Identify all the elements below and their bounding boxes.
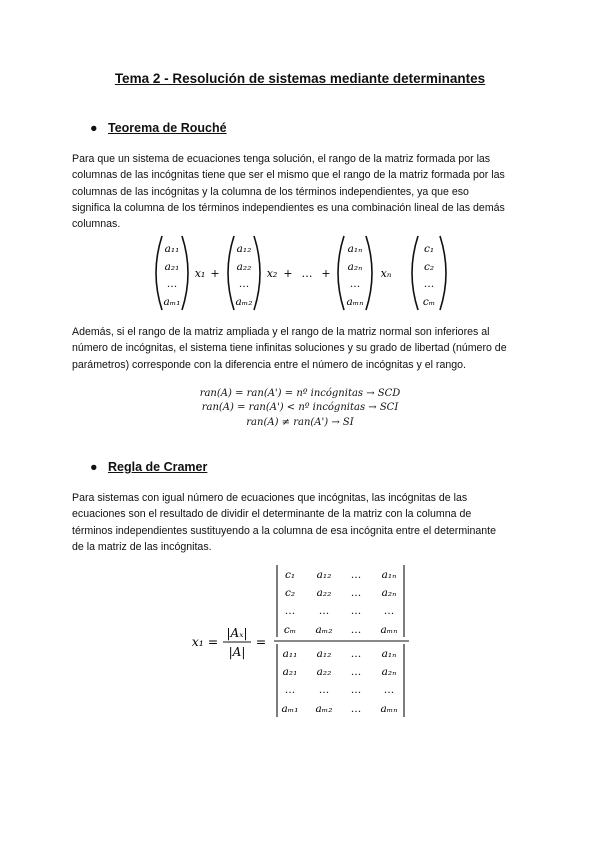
bullet-icon: ● (90, 121, 98, 135)
rouche-paragraph-2 (72, 324, 532, 373)
text-line: columnas. (72, 218, 121, 231)
fraction-numerator: |Aₓ| (226, 626, 248, 640)
svg-text:…: … (350, 587, 362, 599)
svg-text:…: … (318, 605, 330, 617)
variable-label: x₁ (194, 267, 206, 280)
denominator-row (283, 666, 397, 678)
svg-text:…: … (350, 684, 362, 696)
svg-text:a₂₁: a₂₁ (282, 666, 298, 678)
rouche-paragraph-1 (72, 151, 532, 232)
svg-text:…: … (350, 648, 362, 660)
matrix-entry: a₂₂ (236, 261, 252, 273)
svg-text:a₂ₙ: a₂ₙ (381, 666, 397, 678)
matrix-column-2 (228, 236, 277, 310)
text-line: columnas de las incógnitas tiene que ser el mismo que el rango de la matriz formada por las (72, 169, 505, 182)
condition-si: ran(A) ≠ ran(A') → SI (246, 417, 354, 428)
matrix-entry: a₁₁ (164, 243, 180, 255)
svg-text:a₂₂: a₂₂ (316, 587, 332, 599)
condition-sci: ran(A) = ran(A') < nº incógnitas → SCI (201, 402, 399, 413)
matrix-entry: aₘ₂ (235, 296, 253, 308)
matrix-column-1 (156, 236, 205, 310)
text-line: de la matriz de las incógnitas. (72, 540, 212, 553)
svg-text:a₁ₙ: a₁ₙ (381, 569, 397, 581)
matrix-entry: … (349, 278, 361, 290)
svg-text:aₘ₁: aₘ₁ (281, 703, 299, 715)
variable-label: x₂ (266, 267, 278, 280)
svg-text:c₂: c₂ (284, 587, 296, 599)
svg-text:a₁₂: a₁₂ (316, 648, 332, 660)
cramer-lhs: x₁ = (191, 634, 219, 649)
section-heading-text: Regla de Cramer (108, 460, 208, 474)
text-line: columnas de las incógnitas y la columna de los términos independientes, ya que eso (72, 185, 469, 198)
numerator-row (284, 624, 398, 636)
matrix-entry: cₘ (422, 296, 436, 308)
svg-text:aₘₙ: aₘₙ (380, 703, 398, 715)
text-line: términos independientes sustituyendo a la columna de esa incógnita entre el determinante (72, 524, 497, 537)
equals-sign: = (255, 634, 267, 649)
svg-text:…: … (318, 684, 330, 696)
text-line: número de incógnitas, el sistema tiene infinitas soluciones y su grado de libertad (número de (72, 342, 507, 355)
bullet-icon: ● (90, 460, 98, 474)
matrix-rhs (412, 236, 446, 310)
denominator-row (282, 703, 398, 715)
svg-text:…: … (350, 605, 362, 617)
matrix-entry: aₘ₁ (163, 296, 181, 308)
cramer-formula (0, 560, 600, 722)
rouche-matrix-formula (0, 232, 600, 314)
svg-text:…: … (383, 605, 395, 617)
svg-text:a₁ₙ: a₁ₙ (381, 648, 397, 660)
plus-sign: + (283, 267, 293, 280)
svg-text:…: … (350, 624, 362, 636)
svg-text:…: … (350, 703, 362, 715)
cramer-paragraph (72, 490, 532, 555)
variable-label: xₙ (380, 267, 392, 280)
svg-text:a₂ₙ: a₂ₙ (381, 587, 397, 599)
denominator-row (285, 684, 395, 696)
matrix-entry: a₂ₙ (347, 261, 363, 273)
numerator-row (285, 587, 396, 599)
page-title: Tema 2 - Resolución de sistemas mediante determinantes (114, 71, 486, 86)
denominator-row (283, 648, 397, 660)
svg-text:…: … (350, 569, 362, 581)
fraction-denominator: |A| (228, 645, 246, 659)
matrix-entry: aₘₙ (346, 296, 364, 308)
numerator-row (285, 569, 396, 581)
svg-text:aₘₙ: aₘₙ (380, 624, 398, 636)
section-heading-text: Teorema de Rouché (108, 121, 227, 135)
text-line: Además, si el rango de la matriz ampliada y el rango de la matriz normal son inferiores al (72, 326, 490, 338)
numerator-row (285, 605, 395, 617)
svg-text:a₂₂: a₂₂ (316, 666, 332, 678)
text-line: Para que un sistema de ecuaciones tenga solución, el rango de la matriz formada por las (72, 153, 491, 165)
svg-text:cₘ: cₘ (283, 624, 297, 636)
condition-scd: ran(A) = ran(A') = nº incógnitas → SCD (199, 388, 401, 399)
text-line: parámetros) corresponde con la diferencia entre el número de incógnitas y el rango. (72, 358, 466, 371)
matrix-entry: … (166, 278, 178, 290)
text-line: ecuaciones son el resultado de dividir el determinante de la matriz con la columna de (72, 508, 472, 521)
matrix-column-n (338, 236, 391, 310)
ellipsis: … (301, 267, 313, 280)
svg-text:…: … (350, 666, 362, 678)
svg-text:aₘ₂: aₘ₂ (315, 624, 333, 636)
section-heading-rouche (90, 121, 227, 135)
plus-sign: + (210, 267, 220, 280)
text-line: Para sistemas con igual número de ecuaciones que incógnitas, las incógnitas de las (72, 492, 468, 504)
matrix-entry: c₁ (423, 243, 435, 255)
svg-text:aₘ₂: aₘ₂ (315, 703, 333, 715)
text-line: significa la columna de los términos independientes es una combinación lineal de las demás (72, 201, 505, 214)
matrix-entry: c₂ (423, 261, 435, 273)
matrix-entry: a₂₁ (164, 261, 180, 273)
plus-sign: + (321, 267, 331, 280)
matrix-entry: a₁ₙ (347, 243, 363, 255)
svg-text:c₁: c₁ (284, 569, 296, 581)
section-heading-cramer (90, 460, 207, 474)
svg-text:a₁₁: a₁₁ (282, 648, 298, 660)
svg-text:…: … (284, 605, 296, 617)
svg-text:a₁₂: a₁₂ (316, 569, 332, 581)
svg-text:…: … (284, 684, 296, 696)
matrix-entry: … (423, 278, 435, 290)
matrix-entry: … (238, 278, 250, 290)
svg-text:…: … (383, 684, 395, 696)
matrix-entry: a₁₂ (236, 243, 252, 255)
